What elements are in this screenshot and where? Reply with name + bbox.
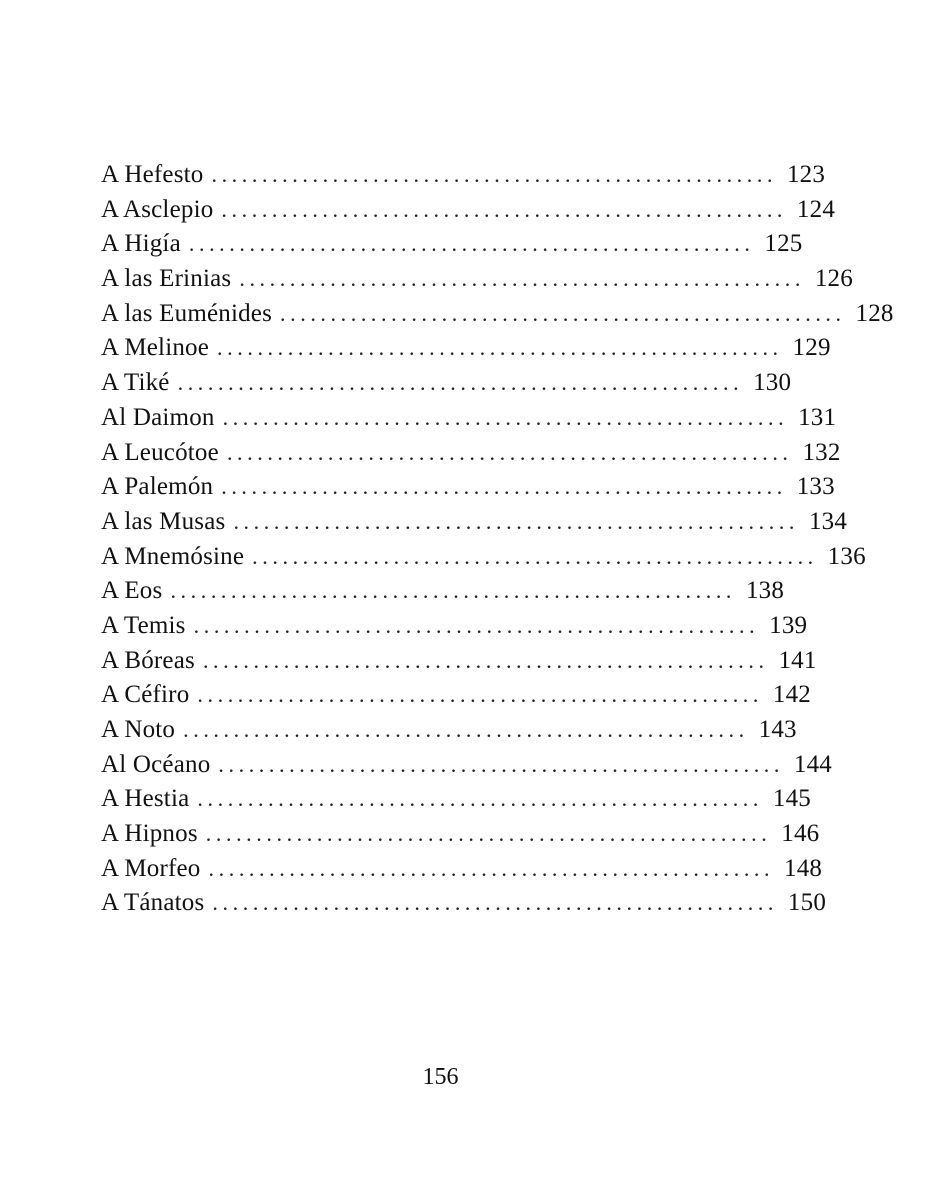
dot-leader: ........................................................ <box>218 751 785 777</box>
toc-entry-page: 143 <box>758 716 797 743</box>
toc-entry-title: A las Erinias <box>101 265 232 293</box>
toc-entry-page: 139 <box>769 611 808 639</box>
toc-entry <box>101 366 792 401</box>
toc-entry-page: 128 <box>855 299 894 327</box>
toc-entry-title: A Tiké <box>101 369 170 397</box>
toc-entry-title: A Asclepio <box>101 195 214 223</box>
toc-entry <box>101 678 812 713</box>
toc-entry <box>101 886 827 921</box>
toc-entry <box>101 817 820 852</box>
toc-entry <box>101 193 836 228</box>
dot-leader: ........................................................ <box>221 474 787 500</box>
toc-entry <box>101 331 831 366</box>
toc-entry-title: A Temis <box>101 611 186 639</box>
toc-entry <box>101 401 837 436</box>
toc-entry-title: A Tánatos <box>101 889 205 917</box>
toc-entry-page: 141 <box>778 646 817 674</box>
toc-entry-page: 144 <box>793 750 833 778</box>
toc-entry-page: 132 <box>802 438 841 466</box>
toc-entry-page: 145 <box>772 785 812 813</box>
dot-leader: ........................................................ <box>197 682 764 708</box>
toc-entry-page: 133 <box>796 473 835 501</box>
dot-leader: ........................................................ <box>177 370 744 396</box>
toc-entry <box>101 470 835 505</box>
toc-entry <box>101 852 823 887</box>
toc-entry-title: A las Musas <box>101 507 226 535</box>
dot-leader: ........................................................ <box>217 335 783 361</box>
toc-entry-title: A las Euménides <box>101 299 273 327</box>
dot-leader: ........................................................ <box>208 855 775 881</box>
toc-entry-title: A Bóreas <box>101 646 195 674</box>
toc-entry-title: A Mnemósine <box>101 542 245 570</box>
toc-entry-title: A Eos <box>101 577 163 605</box>
toc-entry <box>101 227 803 262</box>
page-number: 156 <box>422 1064 459 1090</box>
dot-leader: ........................................................ <box>211 162 778 187</box>
toc-entry-title: A Céfiro <box>101 681 190 709</box>
dot-leader: ........................................................ <box>197 786 764 812</box>
toc-entry <box>101 262 853 297</box>
toc-entry-page: 138 <box>745 577 785 605</box>
dot-leader: ........................................................ <box>183 717 749 742</box>
toc-entry-page: 130 <box>753 369 792 397</box>
toc-entry-title: A Hestia <box>101 785 190 813</box>
toc-entry-title: A Leucótoe <box>101 438 219 466</box>
toc-entry-page: 148 <box>784 854 823 882</box>
toc-entry-page: 150 <box>787 889 827 917</box>
toc-entry-page: 124 <box>796 195 836 223</box>
toc-entry <box>101 436 841 471</box>
toc-entry-title: A Higía <box>101 230 181 258</box>
dot-leader: ........................................................ <box>226 439 793 465</box>
toc-entry-page: 142 <box>772 681 812 709</box>
toc-entry <box>101 644 817 679</box>
toc-entry-page: 126 <box>814 265 853 293</box>
toc-entry-page: 136 <box>827 542 866 570</box>
toc-entry <box>101 782 812 817</box>
dot-leader: ........................................................ <box>202 647 769 673</box>
toc-entry <box>101 540 866 575</box>
toc-entry <box>101 158 826 193</box>
toc-entry-title: A Melinoe <box>101 334 210 362</box>
table-of-contents <box>101 158 894 921</box>
toc-entry <box>101 505 848 540</box>
dot-leader: ........................................................ <box>193 612 760 638</box>
toc-entry <box>101 609 808 644</box>
dot-leader: ........................................................ <box>252 543 818 569</box>
toc-entry-title: A Palemón <box>101 473 214 501</box>
dot-leader: ........................................................ <box>212 890 779 916</box>
dot-leader: ........................................................ <box>233 508 800 534</box>
toc-entry-title: A Morfeo <box>101 854 201 882</box>
toc-entry-page: 146 <box>781 820 820 848</box>
toc-entry-title: A Noto <box>101 716 176 743</box>
dot-leader: ........................................................ <box>222 404 789 430</box>
dot-leader: ........................................................ <box>170 578 737 604</box>
toc-entry-page: 123 <box>786 161 826 188</box>
toc-entry-title: A Hipnos <box>101 820 198 848</box>
toc-entry-page: 131 <box>798 403 837 431</box>
toc-entry-title: Al Océano <box>101 750 211 778</box>
toc-entry <box>101 748 833 783</box>
toc-entry-title: A Hefesto <box>101 161 204 188</box>
toc-entry-page: 125 <box>764 230 803 258</box>
dot-leader: ........................................................ <box>205 821 772 847</box>
toc-entry <box>101 297 894 332</box>
dot-leader: ........................................................ <box>280 300 846 326</box>
dot-leader: ........................................................ <box>239 266 805 292</box>
toc-entry-title: Al Daimon <box>101 403 215 431</box>
toc-entry <box>101 574 785 609</box>
dot-leader: ........................................................ <box>188 231 755 257</box>
toc-entry-page: 134 <box>808 507 848 535</box>
toc-entry-page: 129 <box>792 334 831 362</box>
toc-entry <box>101 713 797 748</box>
dot-leader: ........................................................ <box>221 196 788 222</box>
